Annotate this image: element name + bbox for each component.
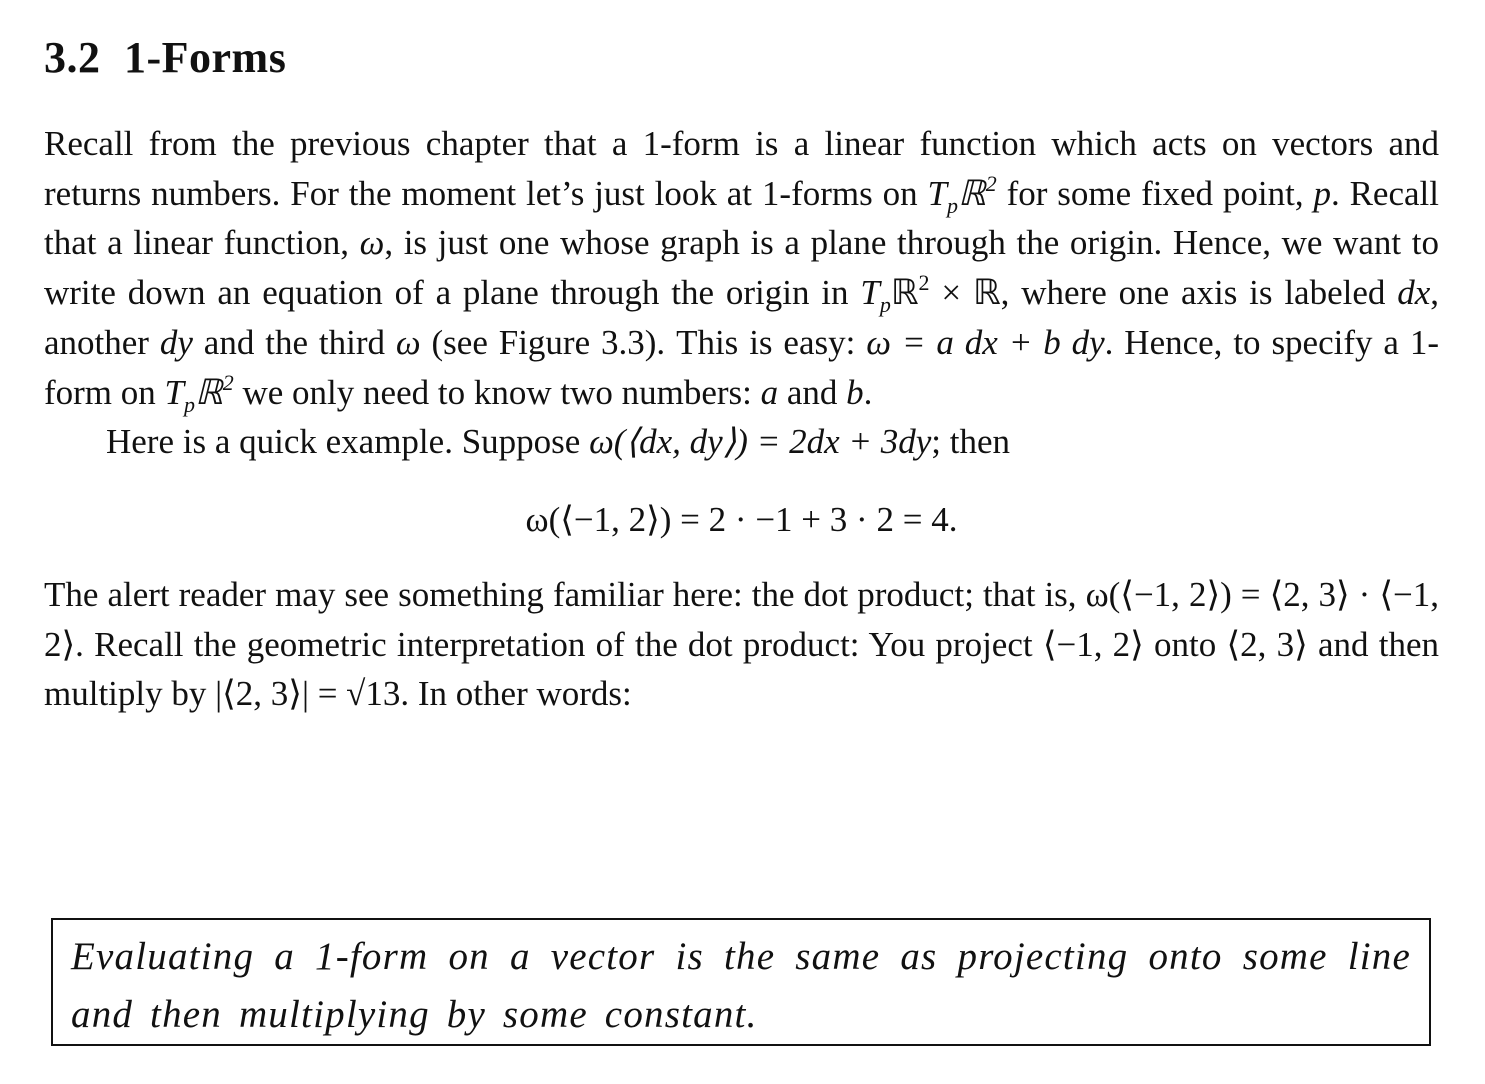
text-line: The alert reader may see something familiar here: the dot product; that is,	[44, 574, 1077, 614]
paragraph-1	[44, 119, 1439, 417]
math-example-form: ω(⟨dx, dy⟩) = 2dx + 3dy	[589, 422, 932, 462]
boxed-line-1: Evaluating a 1-form on a vector is the same as projecting onto	[71, 935, 1223, 978]
boxed-statement-text	[71, 928, 1411, 1044]
text-line: . Recall that a linear function,	[44, 173, 1439, 263]
math-dot-product: ω(⟨−1, 2⟩) = ⟨2, 3⟩ · ⟨−1, 2⟩	[44, 574, 1440, 664]
section-heading	[44, 32, 1439, 83]
math-vector-b: ⟨2, 3⟩	[1226, 624, 1308, 664]
math-dx: dx	[1397, 273, 1431, 313]
text-line: , another	[44, 273, 1440, 362]
math-omega-equation: ω = a dx + b dy	[866, 322, 1105, 362]
text-line: Recall from the previous chapter that a 1-form is a linear function which acts	[44, 124, 1207, 163]
math-omega: ω	[359, 223, 385, 263]
text-line: ; then	[931, 422, 1011, 462]
text-line: equation of a plane through the origin in	[262, 273, 861, 313]
text-line: .	[1104, 322, 1114, 362]
math-p: p	[1313, 173, 1331, 213]
text-line: whose graph is a plane through the origin. Hence, we want to write down an	[44, 223, 1439, 313]
text-line: we only need to know two numbers:	[233, 372, 761, 412]
text-line: and	[778, 372, 838, 412]
page-content	[44, 32, 1439, 719]
math-vector-a: ⟨−1, 2⟩	[1042, 624, 1144, 664]
math-tangent-space: $T_pℝ^2$	[927, 170, 997, 218]
section-number: 3.2	[44, 33, 101, 82]
text-line: . Recall the geometric interpretation of the dot	[75, 624, 733, 664]
text-line: .	[863, 372, 873, 412]
display-equation: ω(⟨−1, 2⟩) = 2 · −1 + 3 · 2 = 4.	[525, 499, 958, 539]
boxed-line-2: some line and then multiplying by some constant.	[71, 935, 1412, 1036]
boxed-statement	[51, 918, 1431, 1046]
text-line: Hence, to specify a 1-form on	[44, 322, 1439, 412]
math-a: a	[760, 372, 779, 412]
paragraph-2	[44, 417, 1439, 467]
math-norm: |⟨2, 3⟩| = √13	[215, 674, 401, 714]
text-line: product: You project	[742, 624, 1043, 664]
text-line: for some fixed point,	[996, 173, 1314, 213]
text-line: , is just one	[384, 223, 550, 263]
math-omega: ω	[395, 322, 421, 362]
text-line: (see Figure 3.3). This is easy:	[420, 322, 867, 362]
text-line: In other words:	[417, 674, 632, 714]
text-line: and then multiply by	[44, 624, 1440, 714]
text-line: , where one axis is labeled	[1000, 273, 1386, 313]
text-line: .	[400, 674, 410, 714]
paragraph-3	[44, 570, 1439, 719]
math-dy: dy	[159, 322, 193, 362]
math-b: b	[846, 372, 864, 412]
text-line: onto	[1143, 624, 1227, 664]
text-line: Here is a quick example. Suppose	[106, 422, 590, 462]
text-line: and the third	[192, 322, 396, 362]
section-title: 1-Forms	[124, 33, 287, 82]
text-line: on vectors and returns numbers. For the moment let’s just look at 1-forms	[44, 124, 1440, 213]
text-line: on	[882, 173, 928, 213]
math-tangent-space: $T_pℝ^2$	[164, 369, 234, 417]
math-product-space: $T_pℝ^2$ × ℝ	[860, 270, 1001, 318]
